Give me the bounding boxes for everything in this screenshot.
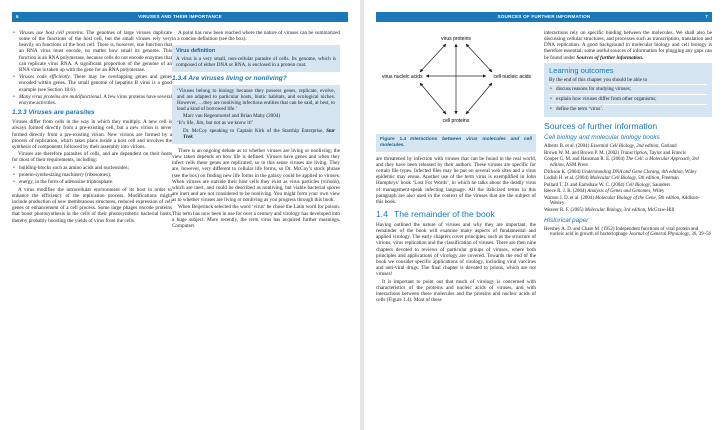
ref-authors: Pollard T. D. and Earnshaw W. C. (2004)	[544, 182, 626, 188]
definition-box-title: Virus definition	[176, 48, 216, 55]
bullet-text: The genomes of large viruses duplicate some of the functions of the host cell, but the small viruses rely very heavily on functions of the host cell. There is, however, one function that an RNA virus must encode, no matter how small its genome. This function is an RNA polymerase, because cells do not encode enzymes that can replicate virus RNA. A significant proportion of the genome of an RNA virus is taken up with the gene for an RNA polymerase.	[19, 30, 172, 73]
ref-authors: Cooper G. M. and Hausman R. E. (2004)	[544, 157, 626, 163]
quote-attribution-source: Star Trek	[183, 127, 335, 140]
paragraph: Viruses differ from cells in the way in which they multiply. A new cell is always formed directly from a pre-existing cell, but a new virion is never formed directly from a pre-existing virion. New virions are formed by a process of replication, which takes place inside a host cell and involves the synthesis of components followed by their assembly into virions.	[12, 119, 172, 150]
ref-title: Analysis of Genes and Genomes,	[587, 189, 652, 195]
ref-authors: Reece R. J. R. (2004)	[544, 189, 588, 195]
paragraph-italic: Sources of further information.	[576, 54, 644, 61]
section-title: The remainder of the book	[393, 209, 495, 219]
reference-item	[544, 208, 712, 214]
reference-item	[544, 227, 712, 238]
quote-text: ‘Viruses belong to biology because they possess genes, replicate, evolve, and are adapted to particular hosts, biotic habitats, and ecological niches. However, …they are nonliving infectious entities that can be said, at best, to lead a kind of borrowed life.’	[177, 87, 335, 113]
reference-list	[544, 144, 712, 213]
ref-title: Understanding DNA and Gene Cloning, 4th edition,	[581, 169, 684, 175]
arrow-vp-vna	[420, 44, 446, 72]
figure-label: Figure 1.4	[380, 137, 407, 143]
reference-item	[544, 183, 712, 189]
list-item	[12, 74, 172, 92]
paragraph: Having outlined the nature of viruses and why they are important, the remainder of the book will examine many aspects of fundamental and applied virology. The early chapters cover principles, such as the structure of virions, virus replication and the classification of viruses. There are then nine chapters devoted to reviews of particular groups of viruses, where both principles and applications of virology are covered. Towards the end of the book we consider specific applications of virology, including viral vaccines and anti-viral drugs. The final chapter is devoted to prions, which are not viruses!	[376, 222, 536, 278]
bullet-text: There may be overlapping genes and genes encoded within genes. The small genome of hepatitis B virus is a good example (see Section 18.6).	[19, 74, 172, 93]
definition-box-text: A virus is a very small, non-cellular parasite of cells. Its genome, which is composed of either DNA or RNA, is enclosed in a protein coat.	[176, 56, 336, 69]
divider	[549, 84, 707, 85]
left-running-title: VIRUSES AND THEIR IMPORTANCE	[138, 14, 222, 19]
ref-authors: Dickson K. (2004)	[544, 169, 582, 175]
figure-caption-text: Interactions between virus molecules and cell molecules.	[380, 137, 532, 148]
figure-caption	[376, 134, 536, 152]
quote-attribution: Marc van Regenmortel and Brian Mahy (2004)	[183, 113, 281, 120]
arrow-cna-cp	[466, 83, 492, 114]
ref-publisher: Taylor and Francis	[648, 150, 686, 156]
quote-box	[172, 85, 340, 144]
node-virus-proteins: virus proteins	[441, 36, 471, 42]
definition-box	[172, 45, 340, 71]
list-item: • define the term ‘virus’.	[549, 106, 707, 112]
quote-text: ‘It’s life, Jim, but not as we know it!’	[177, 120, 254, 127]
left-page	[0, 0, 360, 430]
ref-title: Transcription,	[620, 150, 649, 156]
interaction-arrows	[420, 44, 492, 114]
list-item: • discuss reasons for studying viruses;	[549, 86, 707, 92]
quote-attribution	[177, 128, 335, 140]
ref-publisher: Saunders	[651, 182, 671, 188]
paragraph: A virus modifies the intracellular environment of its host in order to enhance the efficiency of the replication process. Modifications might include production of new membranous structures, reduced expression of cell genes or enhancement of a cell process. Some large phages encode proteins that boost photosynthesis in the cells of their photosynthetic bacterial hosts, thereby probably boosting the yields of virus from the cells.	[12, 186, 172, 224]
ref-title: Cell Biology,	[625, 182, 652, 188]
node-cell-proteins: cell proteins	[442, 118, 470, 124]
node-virus-nucleic-acids: virus nucleic acids	[382, 74, 423, 80]
right-running-title: SOURCES OF FURTHER INFORMATION	[497, 14, 591, 19]
ref-publisher: Addison-Wesley	[550, 195, 700, 207]
ref-volume: 36, 39–56	[690, 232, 711, 238]
node-cell-nucleic-acids: cell nucleic acids	[493, 74, 531, 80]
ref-title: Molecular Cell Biology, 5th edition,	[589, 176, 661, 182]
divider	[549, 94, 707, 95]
reference-item	[544, 176, 712, 182]
right-running-head	[376, 12, 712, 22]
paragraph	[544, 30, 712, 61]
left-column-2	[172, 30, 340, 230]
right-page-number: 7	[705, 14, 708, 19]
list-item: • building-blocks such as amino acids and nucleosides;	[12, 165, 172, 171]
paragraph: There is an ongoing debate as to whether viruses are living or nonliving; the view taken depends on how life is defined. Viruses have genes and when they infect cells these genes are replicated, so in this sense viruses are living. They are, however, very different to cellular life forms, so Dr. McCoy’s stock phrase (see the box) on finding new life forms in the galaxy could be applied to viruses. When viruses are outside their host cells they exist as virus particles (virions), which are inert, and could be described as nonliving, but viable bacterial spores are inert and are not considered to be nonliving. You might form your own view as to whether viruses are living or nonliving as you progress through this book.	[172, 147, 340, 204]
section-number: 1.4	[376, 209, 388, 219]
learning-outcomes-title: Learning outcomes	[549, 65, 614, 75]
right-column-2	[544, 30, 712, 239]
bullet-lead: Viruses code efficiently.	[19, 74, 71, 81]
ref-authors: Watson J. D. et al. (2004)	[544, 195, 596, 201]
list-item: • explain how viruses differ from other organisms;	[549, 96, 707, 102]
ref-publisher: Wiley	[651, 189, 665, 195]
ref-publisher: Freeman	[660, 176, 679, 182]
reference-item	[544, 189, 712, 195]
paragraph-text: interactions rely on specific binding between the molecules. We shall also be discussing cellular structures, and processes such as transcription, translation and DNA replication. A good background in molecular biology and cell biology is therefore essential; some useful sources of information for plugging any gaps can be found under	[544, 30, 712, 61]
arrow-vna-cp	[420, 83, 446, 114]
ref-publisher: Garland	[659, 144, 677, 150]
paragraph: It is important to point out that much of virology is concerned with characteristics of the proteins and nucleic acids of viruses, and with interactions between these molecules and the proteins and nucleic acids of cells (Figure 1.4). Most of these	[376, 278, 536, 304]
arrow-vp-cna	[466, 44, 492, 72]
ref-publisher: McGraw-Hill	[646, 207, 675, 213]
ref-title: Essential Cell Biology, 2nd edition,	[590, 144, 660, 150]
ref-authors: Weaver R. F. (2005)	[544, 207, 585, 213]
section-heading-living: 1.3.4 Are viruses living or nonliving?	[172, 74, 287, 82]
section-heading-sources: Sources of further information	[544, 121, 658, 132]
learning-outcomes-intro: By the end of this chapter you should be able to	[549, 76, 648, 83]
ref-title: Molecular Biology of the Gene, 5th edition,	[595, 195, 681, 201]
ref-publisher: ASM Press	[564, 163, 588, 169]
paragraph: When Beijerinck selected the word ‘virus’ he chose the Latin word for poison. This term has now been in use for over a century and virology has developed into a huge subject. More recently, the term virus has acquired further meanings. Computers	[172, 204, 340, 229]
ref-authors: Hershey A. D. and Chase M. (1952) Independent functions of viral protein and nucleic acid in growth of bacteriophage	[544, 226, 699, 238]
bullet-text: A few virus proteins have several enzyme activities.	[19, 93, 172, 107]
ref-title: Molecular Biology, 3rd edition,	[584, 207, 647, 213]
reference-item	[544, 196, 712, 207]
paragraph: Viruses are therefore parasites of cells, and are dependent on their hosts for most of their requirements, including:	[12, 151, 172, 164]
learning-outcomes-box	[544, 63, 712, 118]
figure-1-4	[376, 30, 536, 152]
list-item: • protein-synthesizing machinery (ribosomes);	[12, 172, 172, 178]
reference-item	[544, 151, 712, 157]
interaction-diagram	[376, 30, 536, 130]
reference-item	[544, 157, 712, 168]
ref-authors: Lodish H. et al. (2004)	[544, 176, 590, 182]
ref-journal: Journal of General Physiology,	[628, 232, 691, 238]
bullet-lead: Viruses use host cell proteins.	[19, 30, 85, 36]
list-item: • energy, in the form of adenosine triphosphate.	[12, 179, 172, 185]
section-heading-remainder	[376, 209, 536, 219]
ref-publisher: Wiley	[683, 169, 697, 175]
subheading-books: Cell biology and molecular biology books	[544, 134, 660, 142]
right-column-1	[376, 30, 536, 304]
bullet-lead: Many virus proteins are multifunctional.	[19, 93, 103, 100]
left-running-head	[12, 12, 348, 22]
quote-attribution-text: Dr. McCoy speaking to Captain Kirk of the Starship Enterprise,	[183, 127, 324, 134]
ref-authors: Brown W. M. and Brown P. M. (2002)	[544, 150, 621, 156]
paragraph: are threatened by infection with viruses that can be found in the real world, and they have been released by their authors. These viruses are specific for certain file types. Infected files may be put on several web sites and a virus epidemic may ensue. Another use of the term virus is exemplified in John Humphrys’ book ‘Lost For Words’, in which he talks about the deadly virus of management-speak infecting language. All the italicized terms in this paragraph are also used in the context of the viruses that are the subject of this book.	[376, 155, 536, 205]
left-column-1	[12, 30, 172, 225]
ref-title: The Cell: a Molecular Approach, 3rd edition,	[550, 157, 699, 169]
subheading-historical: Historical paper	[544, 216, 589, 224]
list-item	[12, 30, 172, 73]
section-heading-parasites: 1.3.3 Viruses are parasites	[12, 109, 95, 117]
left-page-number: 6	[16, 14, 19, 19]
reference-item	[544, 170, 712, 176]
list-item	[12, 94, 172, 106]
paragraph: A point has now been reached where the nature of viruses can be summarized in a concise definition (see the box).	[172, 30, 340, 43]
reference-item	[544, 144, 712, 150]
ref-authors: Alberts B. et al. (2004)	[544, 144, 591, 150]
right-page	[364, 0, 724, 430]
